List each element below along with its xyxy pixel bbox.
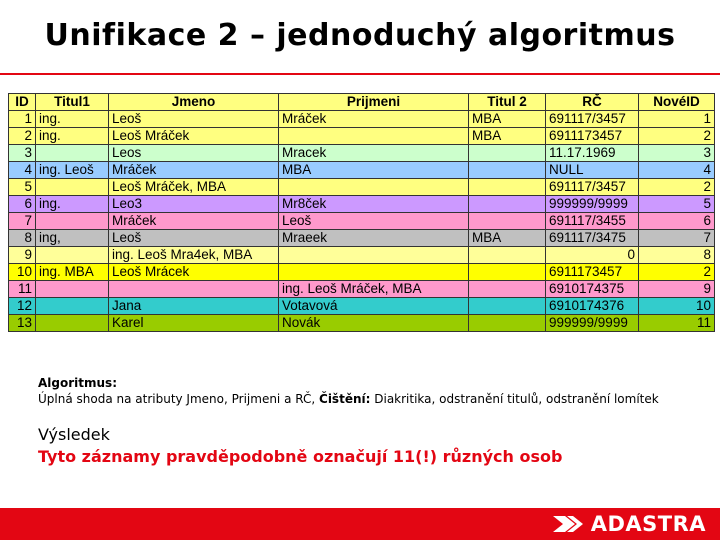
table-cell — [469, 298, 546, 315]
table-cell: 1 — [639, 111, 715, 128]
table-cell — [469, 179, 546, 196]
table-cell: ing. — [36, 111, 109, 128]
data-table — [8, 93, 715, 332]
table-cell: 6910174376 — [546, 298, 639, 315]
table-cell: 6 — [639, 213, 715, 230]
table-cell — [36, 281, 109, 298]
table-cell: Mráček — [109, 213, 279, 230]
cleaning-text: Diakritika, odstranění titulů, odstranění lomítek — [374, 392, 659, 406]
table-cell: 6911173457 — [546, 264, 639, 281]
table-cell: ing. Leoš Mráček, MBA — [279, 281, 469, 298]
table-cell: 999999/9999 — [546, 196, 639, 213]
table-cell: NULL — [546, 162, 639, 179]
title-divider — [0, 73, 720, 75]
table-cell: 9 — [9, 247, 36, 264]
table-cell: 2 — [639, 264, 715, 281]
table-cell: 5 — [9, 179, 36, 196]
table-cell: 6911173457 — [546, 128, 639, 145]
table-cell: 4 — [639, 162, 715, 179]
table-cell: 12 — [9, 298, 36, 315]
table-cell: 11 — [9, 281, 36, 298]
table-cell: Novák — [279, 315, 469, 332]
table-cell — [469, 315, 546, 332]
footer-bar — [0, 508, 720, 540]
table-row — [9, 162, 715, 179]
table-cell: 0 — [546, 247, 639, 264]
table-cell: Karel — [109, 315, 279, 332]
table-cell: ing. Leoš — [36, 162, 109, 179]
table-cell: 999999/9999 — [546, 315, 639, 332]
table-cell: 10 — [9, 264, 36, 281]
table-cell — [469, 213, 546, 230]
table-cell: 6910174375 — [546, 281, 639, 298]
table-cell: Leoš Mráček — [109, 128, 279, 145]
table-cell: Leo3 — [109, 196, 279, 213]
column-header: Titul 2 — [469, 94, 546, 111]
table-cell — [109, 281, 279, 298]
table-cell — [36, 247, 109, 264]
table-cell: 1 — [9, 111, 36, 128]
table-cell: 691117/3475 — [546, 230, 639, 247]
column-header: NovéID — [639, 94, 715, 111]
algorithm-label: Algoritmus: — [38, 376, 117, 390]
table-cell: Leoš Mrácek — [109, 264, 279, 281]
table-cell: Mracek — [279, 145, 469, 162]
result-block — [38, 424, 562, 468]
adastra-logo — [553, 512, 706, 536]
table-cell: MBA — [279, 162, 469, 179]
table-cell — [36, 315, 109, 332]
table-cell — [469, 247, 546, 264]
table-row — [9, 111, 715, 128]
table-cell: 8 — [9, 230, 36, 247]
table-cell: 691117/3457 — [546, 111, 639, 128]
table-cell — [469, 162, 546, 179]
table-cell: ing. Leoš Mra4ek, MBA — [109, 247, 279, 264]
table-cell — [36, 213, 109, 230]
table-cell — [279, 179, 469, 196]
table-cell: 3 — [9, 145, 36, 162]
table-row — [9, 213, 715, 230]
result-text: Tyto záznamy pravděpodobně označují 11(!) různých osob — [38, 447, 563, 466]
table-cell: Mr8ček — [279, 196, 469, 213]
table-row — [9, 179, 715, 196]
table-cell: 2 — [639, 128, 715, 145]
logo-text: ADASTRA — [590, 512, 706, 536]
table-cell: MBA — [469, 128, 546, 145]
column-header: Prijmeni — [279, 94, 469, 111]
table-cell — [469, 196, 546, 213]
table-cell: 11 — [639, 315, 715, 332]
table-cell: 6 — [9, 196, 36, 213]
table-row — [9, 196, 715, 213]
table-cell — [279, 247, 469, 264]
column-header: Titul1 — [36, 94, 109, 111]
table-cell: 13 — [9, 315, 36, 332]
table-cell — [36, 179, 109, 196]
result-label: Výsledek — [38, 425, 110, 444]
algorithm-description: Úplná shoda na atributy Jmeno, Prijmeni a RČ, — [38, 392, 316, 406]
table-cell: 7 — [639, 230, 715, 247]
table-cell: Leoš — [109, 111, 279, 128]
table-cell: Leos — [109, 145, 279, 162]
slide-title: Unifikace 2 – jednoduchý algoritmus — [44, 18, 676, 53]
table-row — [9, 315, 715, 332]
table-cell — [469, 145, 546, 162]
table-cell: Leoš Mráček, MBA — [109, 179, 279, 196]
table-cell — [279, 128, 469, 145]
table-row — [9, 298, 715, 315]
table-cell: 11.17.1969 — [546, 145, 639, 162]
table-cell: ing, — [36, 230, 109, 247]
table-cell — [36, 298, 109, 315]
table-cell: ing. — [36, 128, 109, 145]
table-cell: 691117/3455 — [546, 213, 639, 230]
logo-chevron-icon — [553, 514, 587, 534]
table-cell: Jana — [109, 298, 279, 315]
table-cell — [469, 264, 546, 281]
table-header-row — [9, 94, 715, 111]
table-cell: 3 — [639, 145, 715, 162]
table-cell — [469, 281, 546, 298]
table-cell: 2 — [639, 179, 715, 196]
table-row — [9, 264, 715, 281]
table-cell: MBA — [469, 111, 546, 128]
table-cell: ing. MBA — [36, 264, 109, 281]
column-header: ID — [9, 94, 36, 111]
table-cell — [279, 264, 469, 281]
column-header: Jmeno — [109, 94, 279, 111]
table-cell: MBA — [469, 230, 546, 247]
table-cell: 7 — [9, 213, 36, 230]
table-row — [9, 128, 715, 145]
table-row — [9, 230, 715, 247]
column-header: RČ — [546, 94, 639, 111]
table-row — [9, 247, 715, 264]
table-row — [9, 145, 715, 162]
algorithm-note — [38, 375, 659, 407]
table-cell: 5 — [639, 196, 715, 213]
table-cell: Leoš — [109, 230, 279, 247]
table-cell: Mraeek — [279, 230, 469, 247]
table-cell: 691117/3457 — [546, 179, 639, 196]
table-cell: Leoš — [279, 213, 469, 230]
table-row — [9, 281, 715, 298]
table-cell — [36, 145, 109, 162]
table-cell: 2 — [9, 128, 36, 145]
table-cell: Votavová — [279, 298, 469, 315]
table-cell: 4 — [9, 162, 36, 179]
table-cell: ing. — [36, 196, 109, 213]
table-cell: 10 — [639, 298, 715, 315]
table-cell: 8 — [639, 247, 715, 264]
table-cell: Mráček — [279, 111, 469, 128]
cleaning-label: Čištění: — [319, 392, 371, 406]
table-cell: 9 — [639, 281, 715, 298]
table-cell: Mráček — [109, 162, 279, 179]
